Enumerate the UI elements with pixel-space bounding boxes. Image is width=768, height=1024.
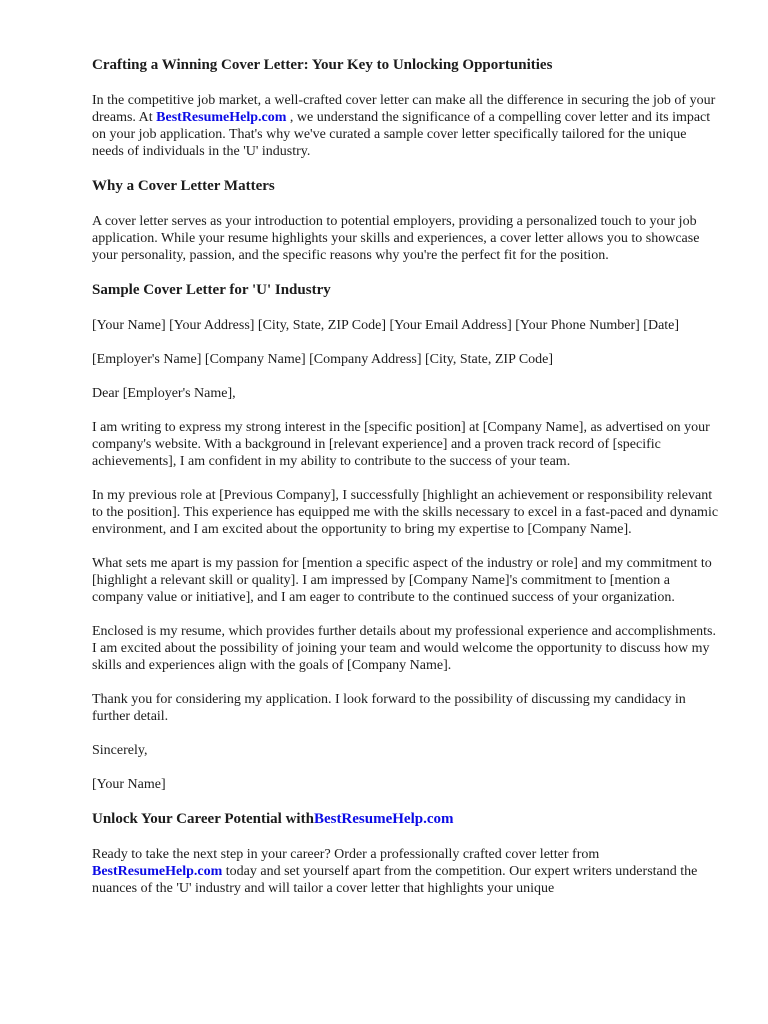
why-paragraph (92, 213, 720, 264)
text-run: What sets me apart is my passion for [mention a specific aspect of the industry or role] and my commitment to [highlight a relevant skill or quality]. I am impressed by [Company Name]'s commitment to [mention a company value or initiative], and I am eager to contribute to the continued success of your organization. (92, 556, 712, 605)
text-run: In my previous role at [Previous Company], I successfully [highlight an achievement or responsibility relevant to the position]. This experience has equipped me with the skills necessary to excel in a fast-paced and dynamic environment, and I am excited about the opportunity to bring my expertise to [Company Name]. (92, 488, 719, 537)
text-run: [Your Name] [Your Address] [City, State, ZIP Code] [Your Email Address] [Your Phone Number] [Date] (92, 318, 680, 333)
employer-info-line (92, 351, 720, 368)
text-run: today and set yourself apart from the competition. Our expert writers understand the nuances of the 'U' industry and will tailor a cover letter that highlights your unique (92, 864, 698, 896)
intro-paragraph (92, 92, 720, 160)
signature-placeholder (92, 776, 720, 793)
body-paragraph-1 (92, 419, 720, 470)
text-run: A cover letter serves as your introduction to potential employers, providing a personalized touch to your job application. While your resume highlights your skills and experiences, a cover letter allows you to showcase your personality, passion, and the specific reasons why you're the perfect fit for the position. (92, 214, 700, 263)
body-paragraph-4 (92, 623, 720, 674)
text-run: [Employer's Name] [Company Name] [Company Address] [City, State, ZIP Code] (92, 352, 554, 367)
why-heading (92, 177, 720, 196)
text-run: Unlock Your Career Potential with (92, 811, 314, 827)
sample-heading (92, 281, 720, 300)
text-run: Dear [Employer's Name], (92, 386, 236, 401)
bestresumehelp-link[interactable]: BestResumeHelp.com (156, 110, 287, 125)
salutation (92, 385, 720, 402)
body-paragraph-3 (92, 555, 720, 606)
text-run: Sincerely, (92, 743, 148, 758)
text-run: [Your Name] (92, 777, 166, 792)
text-run: Thank you for considering my application. I look forward to the possibility of discussing my candidacy in further detail. (92, 692, 686, 724)
body-paragraph-2 (92, 487, 720, 538)
cta-heading (92, 810, 720, 829)
text-run: , we understand the significance of a compelling cover letter and its impact on your job application. That's why we've curated a sample cover letter specifically tailored for the unique needs of individuals in the 'U' industry. (92, 110, 711, 159)
text-run: Ready to take the next step in your career? Order a professionally crafted cover letter from (92, 847, 600, 862)
bestresumehelp-link[interactable]: BestResumeHelp.com (92, 864, 223, 879)
closing-paragraph (92, 691, 720, 725)
text-run: I am writing to express my strong interest in the [specific position] at [Company Name], as advertised on your company's website. With a background in [relevant experience] and a proven track record of [specific achievements], I am confident in my ability to contribute to the success of your team. (92, 420, 710, 469)
bestresumehelp-link[interactable]: BestResumeHelp.com (313, 811, 454, 827)
signoff (92, 742, 720, 759)
text-run: In the competitive job market, a well-crafted cover letter can make all the difference in securing the job of your dreams. At (92, 93, 716, 125)
cover-letter-document (92, 56, 720, 897)
text-run: Crafting a Winning Cover Letter: Your Key to Unlocking Opportunities (92, 57, 553, 73)
applicant-info-line (92, 317, 720, 334)
text-run: Why a Cover Letter Matters (92, 178, 275, 194)
cta-paragraph (92, 846, 720, 897)
text-run: Sample Cover Letter for 'U' Industry (92, 282, 331, 298)
text-run: Enclosed is my resume, which provides further details about my professional experience and accomplishments. I am excited about the possibility of joining your team and would welcome the opportunity to discuss how my skills and experiences align with the goals of [Company Name]. (92, 624, 716, 673)
main-title (92, 56, 720, 75)
